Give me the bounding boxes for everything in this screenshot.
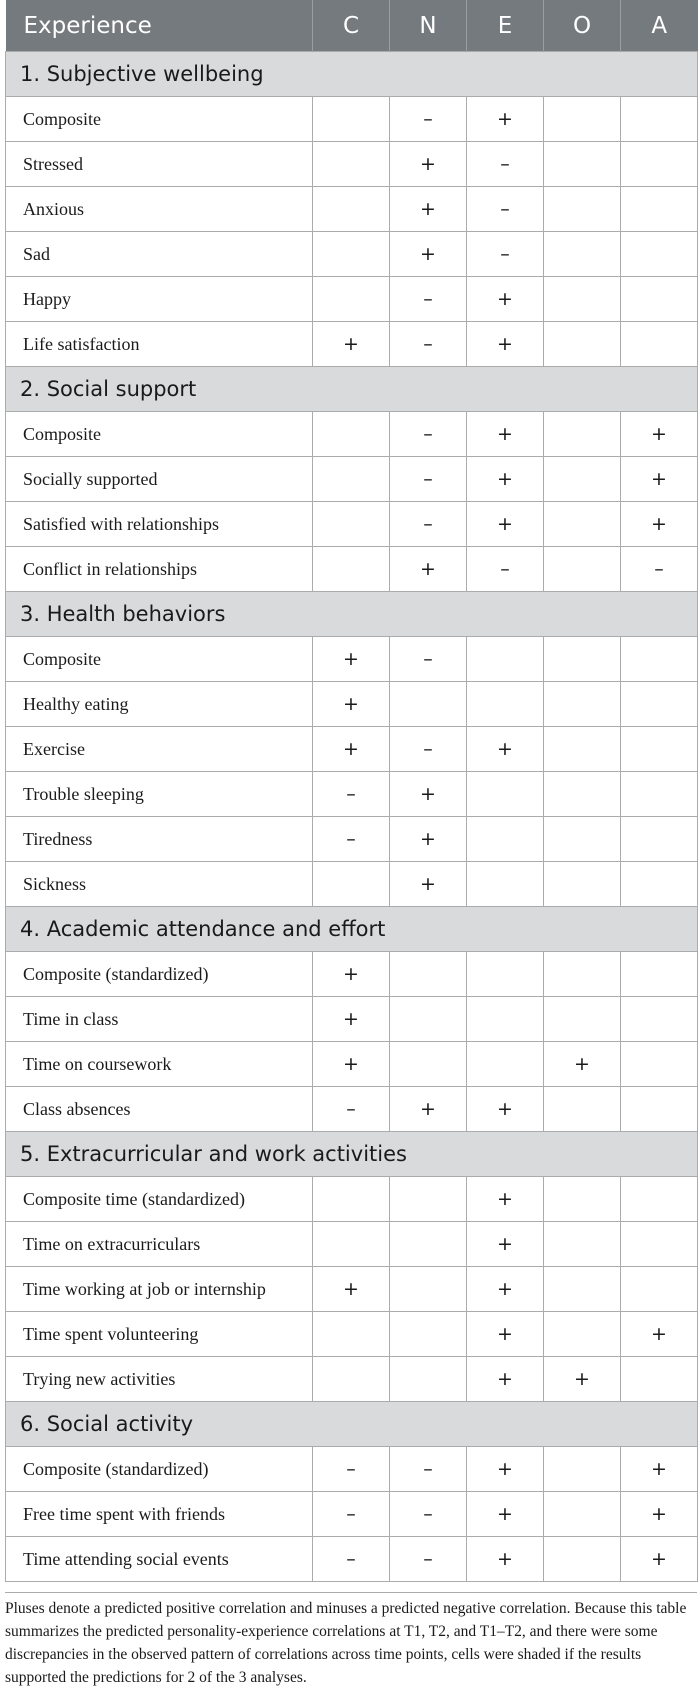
cell-n: + — [390, 1087, 467, 1132]
cell-a — [621, 1357, 698, 1402]
cell-n: + — [390, 817, 467, 862]
cell-o — [544, 502, 621, 547]
table-row — [6, 1042, 698, 1087]
header-e: E — [467, 0, 544, 52]
cell-c — [313, 1312, 390, 1357]
cell-o — [544, 1537, 621, 1582]
row-label: Healthy eating — [6, 682, 313, 727]
row-label: Life satisfaction — [6, 322, 313, 367]
row-label: Time attending social events — [6, 1537, 313, 1582]
section-title: 3. Health behaviors — [6, 592, 698, 637]
row-label: Time spent volunteering — [6, 1312, 313, 1357]
table-row — [6, 727, 698, 772]
cell-o — [544, 412, 621, 457]
table-row — [6, 952, 698, 997]
cell-o — [544, 142, 621, 187]
cell-o — [544, 997, 621, 1042]
cell-e: + — [467, 322, 544, 367]
cell-o — [544, 1312, 621, 1357]
cell-a — [621, 682, 698, 727]
cell-n: – — [390, 727, 467, 772]
section-title: 5. Extracurricular and work activities — [6, 1132, 698, 1177]
row-label: Conflict in relationships — [6, 547, 313, 592]
row-label: Socially supported — [6, 457, 313, 502]
cell-n — [390, 1312, 467, 1357]
cell-a — [621, 637, 698, 682]
cell-n: + — [390, 142, 467, 187]
cell-a — [621, 322, 698, 367]
cell-c: + — [313, 727, 390, 772]
row-label: Time on coursework — [6, 1042, 313, 1087]
row-label: Composite — [6, 412, 313, 457]
table-row — [6, 412, 698, 457]
cell-o — [544, 547, 621, 592]
cell-a — [621, 97, 698, 142]
cell-o: + — [544, 1042, 621, 1087]
cell-a — [621, 232, 698, 277]
cell-o — [544, 322, 621, 367]
cell-a — [621, 1267, 698, 1312]
cell-e: – — [467, 187, 544, 232]
cell-n: + — [390, 547, 467, 592]
cell-e — [467, 1042, 544, 1087]
cell-a — [621, 1087, 698, 1132]
table-row — [6, 457, 698, 502]
cell-n: – — [390, 1447, 467, 1492]
cell-o — [544, 772, 621, 817]
table-row — [6, 1492, 698, 1537]
cell-a: + — [621, 1447, 698, 1492]
section-header-row — [6, 1402, 698, 1447]
cell-a — [621, 817, 698, 862]
cell-c — [313, 502, 390, 547]
table-footnote: Pluses denote a predicted positive correlation and minuses a predicted negative correlation. Because this table summarizes the predicted personality-experience correlations at T1, T2, and T1–T2, and there were some discrepancies in the observed pattern of correlations across time points, cells were shaded if the results supported the predictions for 2 of the 3 analyses. — [5, 1592, 697, 1689]
cell-c: + — [313, 1267, 390, 1312]
cell-o — [544, 1492, 621, 1537]
row-label: Composite — [6, 637, 313, 682]
cell-c — [313, 277, 390, 322]
table-row — [6, 997, 698, 1042]
cell-o — [544, 97, 621, 142]
table-row — [6, 862, 698, 907]
cell-a: + — [621, 1537, 698, 1582]
section-header-row — [6, 907, 698, 952]
cell-n: + — [390, 772, 467, 817]
cell-e: + — [467, 1177, 544, 1222]
cell-c — [313, 1357, 390, 1402]
cell-o — [544, 952, 621, 997]
cell-n: – — [390, 412, 467, 457]
cell-o — [544, 862, 621, 907]
cell-o — [544, 1087, 621, 1132]
cell-a — [621, 187, 698, 232]
cell-c — [313, 187, 390, 232]
cell-e — [467, 772, 544, 817]
cell-a — [621, 1177, 698, 1222]
cell-a — [621, 772, 698, 817]
table-row — [6, 682, 698, 727]
cell-o: + — [544, 1357, 621, 1402]
section-title: 6. Social activity — [6, 1402, 698, 1447]
cell-n: – — [390, 457, 467, 502]
row-label: Composite (standardized) — [6, 1447, 313, 1492]
cell-c — [313, 547, 390, 592]
header-c: C — [313, 0, 390, 52]
cell-e: + — [467, 1357, 544, 1402]
cell-e: + — [467, 1537, 544, 1582]
cell-c — [313, 457, 390, 502]
cell-e: – — [467, 142, 544, 187]
table-row — [6, 277, 698, 322]
row-label: Time in class — [6, 997, 313, 1042]
cell-a — [621, 1042, 698, 1087]
cell-n: – — [390, 637, 467, 682]
header-o: O — [544, 0, 621, 52]
table-container — [5, 0, 697, 1582]
cell-e — [467, 682, 544, 727]
row-label: Composite time (standardized) — [6, 1177, 313, 1222]
cell-o — [544, 232, 621, 277]
cell-a: – — [621, 547, 698, 592]
row-label: Stressed — [6, 142, 313, 187]
cell-e: + — [467, 1087, 544, 1132]
cell-o — [544, 1267, 621, 1312]
row-label: Exercise — [6, 727, 313, 772]
cell-a — [621, 142, 698, 187]
table-row — [6, 502, 698, 547]
cell-e: + — [467, 502, 544, 547]
cell-n — [390, 997, 467, 1042]
table-row — [6, 142, 698, 187]
cell-a — [621, 952, 698, 997]
table-row — [6, 97, 698, 142]
section-title: 2. Social support — [6, 367, 698, 412]
table-row — [6, 547, 698, 592]
cell-c: + — [313, 1042, 390, 1087]
section-header-row — [6, 592, 698, 637]
row-label: Time working at job or internship — [6, 1267, 313, 1312]
cell-n: – — [390, 1492, 467, 1537]
cell-c — [313, 142, 390, 187]
cell-n: – — [390, 502, 467, 547]
cell-o — [544, 1447, 621, 1492]
cell-a — [621, 277, 698, 322]
cell-o — [544, 187, 621, 232]
row-label: Composite — [6, 97, 313, 142]
cell-a — [621, 997, 698, 1042]
cell-e: + — [467, 1267, 544, 1312]
cell-e: – — [467, 547, 544, 592]
cell-a — [621, 1222, 698, 1267]
table-row — [6, 322, 698, 367]
row-label: Time on extracurriculars — [6, 1222, 313, 1267]
cell-n — [390, 1222, 467, 1267]
cell-a — [621, 862, 698, 907]
cell-e: + — [467, 277, 544, 322]
cell-e: + — [467, 97, 544, 142]
cell-a: + — [621, 1312, 698, 1357]
cell-c: – — [313, 1087, 390, 1132]
table-body — [6, 52, 698, 1582]
table-row — [6, 1087, 698, 1132]
cell-c — [313, 862, 390, 907]
cell-c — [313, 412, 390, 457]
cell-e — [467, 862, 544, 907]
cell-e: + — [467, 1447, 544, 1492]
cell-c: + — [313, 952, 390, 997]
cell-e: + — [467, 457, 544, 502]
cell-e — [467, 997, 544, 1042]
cell-o — [544, 1177, 621, 1222]
cell-c: + — [313, 682, 390, 727]
cell-o — [544, 682, 621, 727]
cell-c: + — [313, 997, 390, 1042]
table-row — [6, 817, 698, 862]
table-row — [6, 772, 698, 817]
cell-e: + — [467, 1312, 544, 1357]
cell-c — [313, 97, 390, 142]
cell-n — [390, 952, 467, 997]
table-row — [6, 1312, 698, 1357]
cell-n — [390, 1177, 467, 1222]
cell-n — [390, 1357, 467, 1402]
cell-o — [544, 817, 621, 862]
row-label: Trouble sleeping — [6, 772, 313, 817]
cell-a — [621, 727, 698, 772]
cell-n: – — [390, 277, 467, 322]
cell-c — [313, 1222, 390, 1267]
table-row — [6, 1537, 698, 1582]
header-n: N — [390, 0, 467, 52]
table-row — [6, 1357, 698, 1402]
row-label: Free time spent with friends — [6, 1492, 313, 1537]
cell-e: + — [467, 1222, 544, 1267]
cell-c: + — [313, 322, 390, 367]
cell-e: + — [467, 727, 544, 772]
cell-e: + — [467, 412, 544, 457]
section-header-row — [6, 52, 698, 97]
cell-n: + — [390, 232, 467, 277]
cell-o — [544, 637, 621, 682]
row-label: Tiredness — [6, 817, 313, 862]
cell-o — [544, 277, 621, 322]
cell-c — [313, 232, 390, 277]
cell-n — [390, 1042, 467, 1087]
cell-c: – — [313, 1537, 390, 1582]
row-label: Happy — [6, 277, 313, 322]
cell-n — [390, 682, 467, 727]
section-title: 1. Subjective wellbeing — [6, 52, 698, 97]
row-label: Composite (standardized) — [6, 952, 313, 997]
header-row — [6, 0, 698, 52]
cell-c — [313, 1177, 390, 1222]
table-row — [6, 1267, 698, 1312]
cell-c: + — [313, 637, 390, 682]
cell-c: – — [313, 772, 390, 817]
cell-n: + — [390, 862, 467, 907]
row-label: Anxious — [6, 187, 313, 232]
cell-a: + — [621, 412, 698, 457]
cell-o — [544, 1222, 621, 1267]
cell-a: + — [621, 1492, 698, 1537]
section-title: 4. Academic attendance and effort — [6, 907, 698, 952]
table-row — [6, 1447, 698, 1492]
cell-c: – — [313, 1447, 390, 1492]
row-label: Class absences — [6, 1087, 313, 1132]
section-header-row — [6, 1132, 698, 1177]
cell-n: + — [390, 187, 467, 232]
cell-a: + — [621, 457, 698, 502]
section-header-row — [6, 367, 698, 412]
cell-n: – — [390, 1537, 467, 1582]
cell-o — [544, 727, 621, 772]
cell-e — [467, 817, 544, 862]
cell-n — [390, 1267, 467, 1312]
table-row — [6, 187, 698, 232]
cell-a: + — [621, 502, 698, 547]
row-label: Sad — [6, 232, 313, 277]
row-label: Satisfied with relationships — [6, 502, 313, 547]
cell-n: – — [390, 322, 467, 367]
cell-n: – — [390, 97, 467, 142]
table-row — [6, 232, 698, 277]
row-label: Trying new activities — [6, 1357, 313, 1402]
cell-e: + — [467, 1492, 544, 1537]
table-row — [6, 1222, 698, 1267]
cell-o — [544, 457, 621, 502]
table-row — [6, 637, 698, 682]
personality-experience-table — [5, 0, 698, 1582]
table-row — [6, 1177, 698, 1222]
cell-e: – — [467, 232, 544, 277]
header-a: A — [621, 0, 698, 52]
cell-e — [467, 952, 544, 997]
row-label: Sickness — [6, 862, 313, 907]
cell-c: – — [313, 1492, 390, 1537]
header-experience: Experience — [6, 0, 313, 52]
cell-c: – — [313, 817, 390, 862]
cell-e — [467, 637, 544, 682]
